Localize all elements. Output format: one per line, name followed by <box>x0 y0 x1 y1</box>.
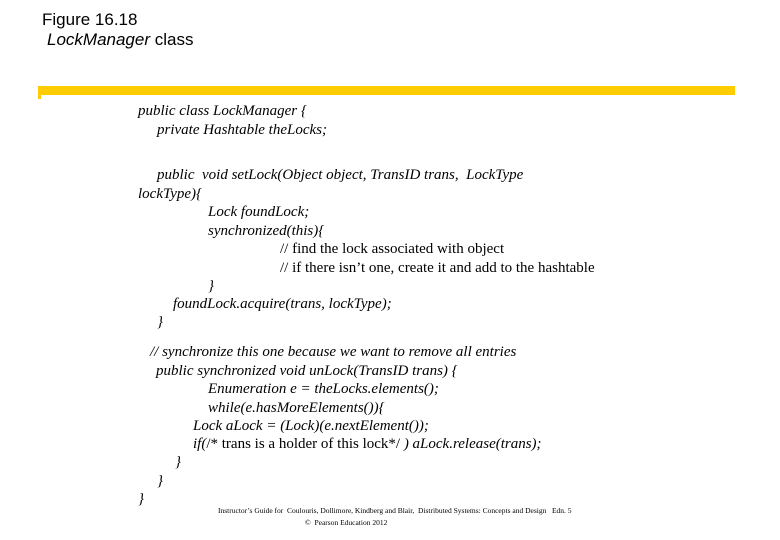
code-line: synchronized(this){ <box>208 223 325 239</box>
figure-label: Figure 16.18 <box>42 10 138 29</box>
code-fragment: if( <box>193 436 207 452</box>
code-line: Lock aLock = (Lock)(e.nextElement()); <box>193 418 429 434</box>
code-line: } <box>157 314 163 330</box>
code-line: public void setLock(Object object, TransID trans, LockType <box>157 167 524 183</box>
code-comment: // if there isn’t one, create it and add to the hashtable <box>280 260 595 276</box>
code-line: foundLock.acquire(trans, lockType); <box>173 296 392 312</box>
code-comment: // find the lock associated with object <box>280 241 505 257</box>
code-line: } <box>157 473 163 489</box>
code-line: } <box>208 278 214 294</box>
figure-caption-class-name: LockManager <box>47 30 151 49</box>
code-line: } <box>138 491 144 507</box>
code-fragment: ) aLock.release(trans); <box>400 436 542 452</box>
code-inline-comment: /* trans is a holder of this lock*/ <box>206 436 401 452</box>
code-line: } <box>175 454 181 470</box>
code-comment: // synchronize this one because we want to remove all entries <box>150 344 517 360</box>
figure-caption-suffix: class <box>150 30 194 49</box>
code-line: Lock foundLock; <box>208 204 310 220</box>
code-line: public synchronized void unLock(TransID trans) { <box>156 363 458 379</box>
code-line: private Hashtable theLocks; <box>157 122 327 138</box>
code-line: while(e.hasMoreElements()){ <box>208 400 385 416</box>
footer-citation: Instructor’s Guide for Coulouris, Dollimore, Kindberg and Blair, Distributed Systems: Concepts and Design Edn. 5 <box>218 506 572 515</box>
footer-copyright: © Pearson Education 2012 <box>305 518 388 527</box>
code-line: public class LockManager { <box>138 103 307 119</box>
code-line <box>193 435 542 453</box>
code-line: Enumeration e = theLocks.elements(); <box>208 381 439 397</box>
code-line: lockType){ <box>138 186 203 202</box>
